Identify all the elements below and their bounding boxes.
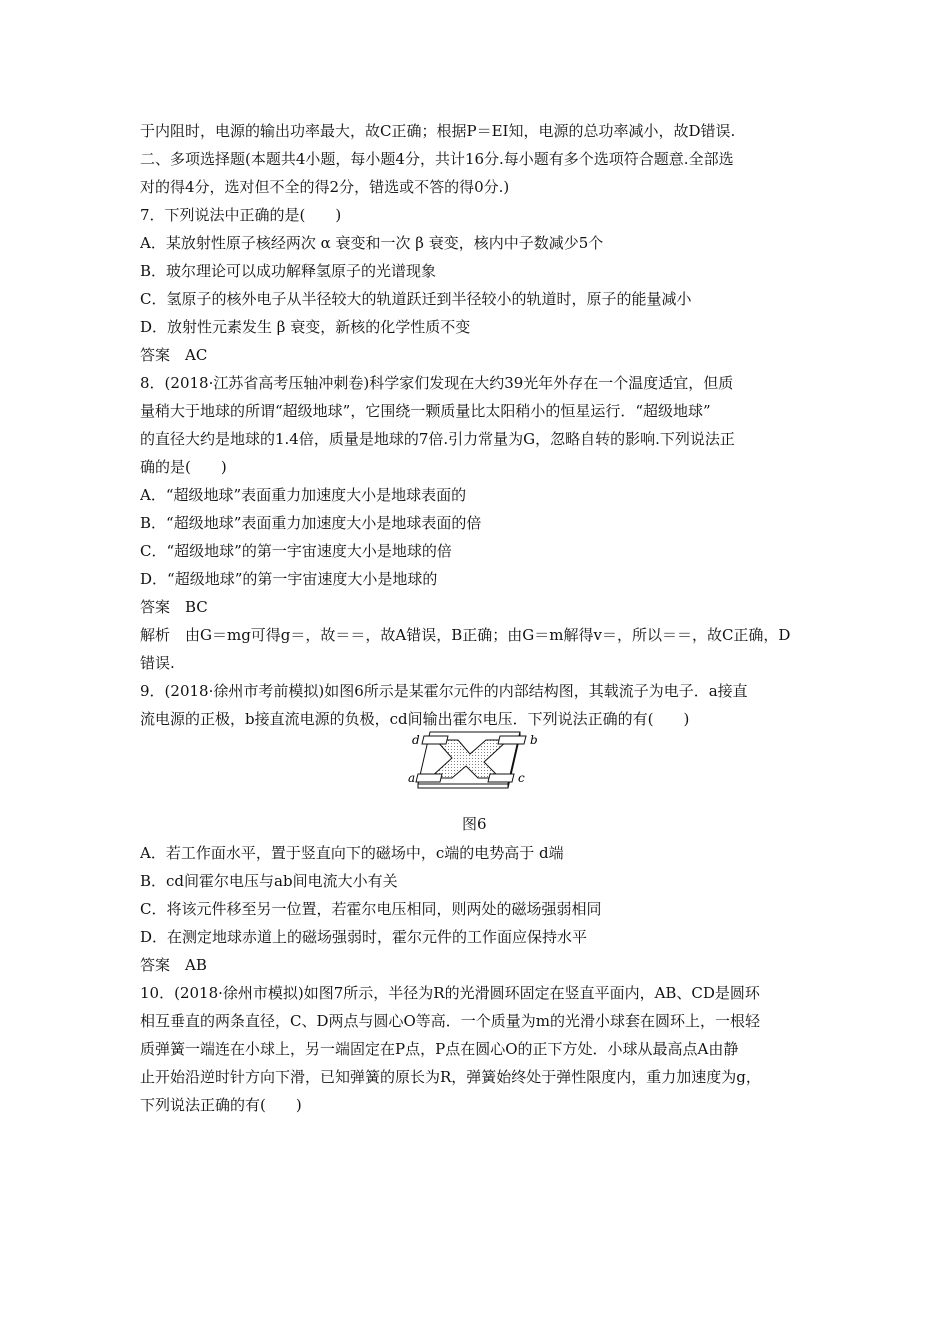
label-c: c [518, 771, 525, 785]
option-a: A．某放射性原子核经两次 α 衰变和一次 β 衰变，核内中子数减少5个 [140, 234, 604, 252]
option-c: C．“超级地球”的第一宇宙速度大小是地球的倍 [140, 542, 452, 560]
text-line: 下列说法正确的有( ) [140, 1096, 302, 1114]
text-line: 流电源的正极，b接直流电源的负极，cd间输出霍尔电压．下列说法正确的有( ) [140, 710, 690, 728]
label-d: d [412, 733, 420, 747]
text-line: 质弹簧一端连在小球上，另一端固定在P点，P点在圆心O的正下方处．小球从最高点A由静 [140, 1040, 739, 1058]
question-9-stem: 9．(2018·徐州市考前模拟)如图6所示是某霍尔元件的内部结构图，其载流子为电子．a接直 [140, 682, 748, 700]
figure-caption: 图6 [462, 815, 487, 833]
answer-line: 答案 BC [140, 598, 208, 616]
option-b: B．cd间霍尔电压与ab间电流大小有关 [140, 872, 398, 890]
text-line: 于内阻时，电源的输出功率最大，故C正确；根据P＝EI知，电源的总功率减小，故D错误. [140, 122, 736, 140]
option-c: C．将该元件移至另一位置，若霍尔电压相同，则两处的磁场强弱相同 [140, 900, 602, 918]
option-b: B．“超级地球”表面重力加速度大小是地球表面的倍 [140, 514, 482, 532]
option-a: A．“超级地球”表面重力加速度大小是地球表面的 [140, 486, 467, 504]
question-8-stem: 8．(2018·江苏省高考压轴冲刺卷)科学家们发现在大约39光年外存在一个温度适宜，但质 [140, 374, 734, 392]
label-b: b [530, 733, 538, 747]
answer-line: 答案 AC [140, 346, 208, 364]
label-a: a [408, 771, 416, 785]
answer-line: 答案 AB [140, 956, 207, 974]
question-10-stem: 10．(2018·徐州市模拟)如图7所示，半径为R的光滑圆环固定在竖直平面内，AB、CD是圆环 [140, 984, 760, 1002]
text-line: 的直径大约是地球的1.4倍，质量是地球的7倍.引力常量为G，忽略自转的影响.下列说法正 [140, 430, 735, 448]
option-d: D．在测定地球赤道上的磁场强弱时，霍尔元件的工作面应保持水平 [140, 928, 588, 946]
text-line: 确的是( ) [140, 458, 227, 476]
text-line: 量稍大于地球的所谓“超级地球”，它围绕一颗质量比太阳稍小的恒星运行．“超级地球” [140, 402, 711, 420]
text-line: 对的得4分，选对但不全的得2分，错选或不答的得0分.) [140, 178, 510, 196]
option-c: C．氢原子的核外电子从半径较大的轨道跃迁到半径较小的轨道时，原子的能量减小 [140, 290, 692, 308]
option-d: D．放射性元素发生 β 衰变，新核的化学性质不变 [140, 318, 471, 336]
question-7-stem: 7．下列说法中正确的是( ) [140, 206, 342, 224]
option-b: B．玻尔理论可以成功解释氢原子的光谱现象 [140, 262, 437, 280]
hall-element-figure [408, 712, 540, 802]
text-line: 二、多项选择题(本题共4小题，每小题4分，共计16分.每小题有多个选项符合题意.全部选 [140, 150, 734, 168]
analysis-line: 错误. [140, 654, 175, 672]
text-line: 相互垂直的两条直径，C、D两点与圆心O等高．一个质量为m的光滑小球套在圆环上，一根轻 [140, 1012, 761, 1030]
option-a: A．若工作面水平，置于竖直向下的磁场中，c端的电势高于 d端 [140, 844, 564, 862]
option-d: D．“超级地球”的第一宇宙速度大小是地球的 [140, 570, 438, 588]
text-line: 止开始沿逆时针方向下滑，已知弹簧的原长为R，弹簧始终处于弹性限度内，重力加速度为g， [140, 1068, 761, 1086]
hall-element-diagram [408, 712, 540, 802]
analysis-line: 解析 由G＝mg可得g＝，故＝＝，故A错误，B正确；由G＝m解得v＝，所以＝＝，故C正确，D [140, 626, 791, 644]
